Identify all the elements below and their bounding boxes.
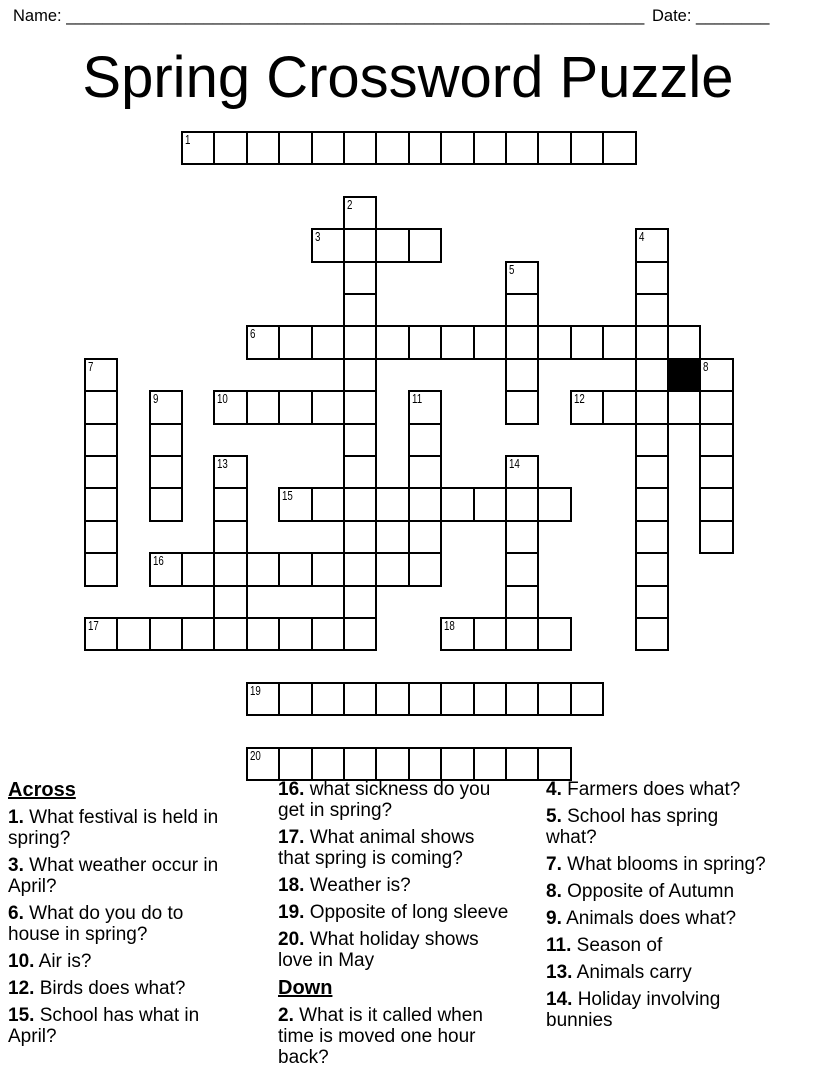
grid-cell[interactable]	[84, 552, 118, 586]
grid-cell[interactable]	[602, 325, 636, 359]
grid-cell[interactable]	[667, 390, 701, 424]
grid-cell[interactable]	[408, 390, 442, 424]
grid-cell[interactable]	[149, 487, 183, 521]
grid-cell[interactable]	[473, 131, 507, 165]
grid-cell[interactable]	[505, 487, 539, 521]
grid-cell[interactable]	[343, 358, 377, 392]
grid-cell[interactable]	[408, 747, 442, 781]
clue-number: 1.	[8, 807, 24, 828]
grid-cell[interactable]	[343, 293, 377, 327]
grid-cell[interactable]	[505, 325, 539, 359]
clue-item: 12. Birds does what?	[8, 978, 186, 999]
grid-cell[interactable]	[278, 131, 312, 165]
cell-number: 16	[152, 554, 164, 569]
cell-number: 18	[444, 619, 456, 633]
grid-cell[interactable]	[635, 455, 669, 489]
grid-cell[interactable]	[343, 682, 377, 716]
grid-cell[interactable]	[635, 390, 669, 424]
grid-cell[interactable]	[375, 487, 409, 521]
grid-cell[interactable]	[343, 390, 377, 424]
clue-item: 16. what sickness do you get in spring?	[278, 779, 491, 821]
grid-cell[interactable]	[505, 131, 539, 165]
clue-number: 9.	[546, 908, 562, 929]
cell-number: 6	[249, 327, 256, 342]
grid-cell[interactable]	[311, 325, 345, 359]
grid-cell[interactable]	[343, 455, 377, 489]
grid-cell[interactable]	[408, 131, 442, 165]
grid-cell[interactable]	[246, 617, 280, 651]
clue-item: 7. What blooms in spring?	[546, 854, 766, 875]
clue-item: 4. Farmers does what?	[546, 779, 741, 800]
grid-cell[interactable]	[181, 131, 215, 165]
grid-cell[interactable]	[505, 617, 539, 651]
page-title: Spring Crossword Puzzle	[82, 45, 734, 110]
grid-cell[interactable]	[149, 455, 183, 489]
clue-number: 8.	[546, 881, 562, 902]
grid-cell[interactable]	[149, 423, 183, 457]
clue-number: 7.	[546, 854, 562, 875]
grid-cell[interactable]	[246, 682, 280, 716]
clue-item: 15. School has what in April?	[8, 1005, 200, 1047]
grid-cell[interactable]	[311, 682, 345, 716]
grid-cell[interactable]	[343, 423, 377, 457]
name-blank-line: _______________________________________________________________	[66, 7, 645, 25]
grid-cell[interactable]	[278, 617, 312, 651]
grid-cell[interactable]	[635, 585, 669, 619]
clues-section-header: Across	[8, 779, 76, 801]
grid-cell[interactable]	[343, 325, 377, 359]
cell-number: 4	[638, 230, 645, 245]
grid-cell[interactable]	[505, 520, 539, 554]
grid-cell[interactable]	[311, 487, 345, 521]
grid-cell[interactable]	[635, 487, 669, 521]
grid-cell[interactable]	[375, 747, 409, 781]
grid-cell[interactable]	[278, 390, 312, 424]
grid-cell[interactable]	[311, 747, 345, 781]
grid-cell[interactable]	[602, 131, 636, 165]
clue-number: 5.	[546, 806, 562, 827]
grid-cell[interactable]	[699, 390, 733, 424]
clue-number: 3.	[8, 855, 24, 876]
grid-cell[interactable]	[473, 682, 507, 716]
grid-cell[interactable]	[84, 358, 118, 392]
cell-number: 17	[87, 619, 99, 633]
grid-cell[interactable]	[537, 617, 571, 651]
clue-number: 20.	[278, 929, 305, 950]
grid-cell[interactable]	[635, 423, 669, 457]
clue-item: 13. Animals carry	[546, 962, 692, 983]
grid-cell[interactable]	[473, 325, 507, 359]
grid-cell[interactable]	[213, 390, 247, 424]
clue-item: 17. What animal shows that spring is coming?	[278, 827, 475, 869]
grid-cell[interactable]	[246, 747, 280, 781]
grid-cell[interactable]	[246, 131, 280, 165]
grid-cell[interactable]	[375, 325, 409, 359]
grid-cell[interactable]	[440, 325, 474, 359]
clue-item: 8. Opposite of Autumn	[546, 881, 735, 902]
grid-cell[interactable]	[667, 325, 701, 359]
clue-number: 13.	[546, 962, 573, 983]
clue-number: 12.	[8, 978, 35, 999]
grid-cell[interactable]	[343, 228, 377, 262]
grid-cell[interactable]	[213, 585, 247, 619]
cell-number: 14	[509, 457, 520, 471]
clue-item: 10. Air is?	[8, 951, 92, 972]
grid-cell[interactable]	[635, 261, 669, 295]
grid-cell[interactable]	[181, 617, 215, 651]
grid-cell[interactable]	[343, 520, 377, 554]
grid-cell[interactable]	[246, 390, 280, 424]
grid-cell[interactable]	[408, 325, 442, 359]
grid-cell[interactable]	[84, 423, 118, 457]
clues-section-header: Down	[278, 977, 333, 999]
clue-number: 18.	[278, 875, 305, 896]
grid-cell[interactable]	[343, 585, 377, 619]
grid-cell[interactable]	[84, 520, 118, 554]
grid-cell[interactable]	[408, 423, 442, 457]
cell-number: 9	[152, 392, 159, 407]
grid-cell[interactable]	[375, 552, 409, 586]
grid-cell[interactable]	[537, 682, 571, 716]
grid-cell[interactable]	[246, 552, 280, 586]
grid-cell[interactable]	[311, 131, 345, 165]
grid-cell[interactable]	[505, 261, 539, 295]
grid-cell[interactable]	[570, 390, 604, 424]
grid-cell[interactable]	[375, 131, 409, 165]
clue-number: 11.	[546, 935, 572, 956]
grid-cell[interactable]	[440, 487, 474, 521]
clue-item: 14. Holiday involving bunnies	[546, 989, 721, 1031]
black-cell	[667, 358, 701, 392]
cell-number: 7	[87, 359, 94, 374]
clue-item: 6. What do you do to house in spring?	[8, 903, 184, 945]
grid-cell[interactable]	[181, 552, 215, 586]
grid-cell[interactable]	[505, 747, 539, 781]
grid-cell[interactable]	[505, 358, 539, 392]
grid-cell[interactable]	[408, 520, 442, 554]
grid-cell[interactable]	[213, 552, 247, 586]
grid-cell[interactable]	[278, 747, 312, 781]
cell-number: 2	[347, 197, 353, 212]
grid-cell[interactable]	[375, 682, 409, 716]
grid-cell[interactable]	[278, 682, 312, 716]
grid-cell[interactable]	[570, 325, 604, 359]
grid-cell[interactable]	[213, 617, 247, 651]
clue-item: 9. Animals does what?	[546, 908, 737, 929]
grid-cell[interactable]	[440, 682, 474, 716]
grid-cell[interactable]	[84, 617, 118, 651]
clue-number: 6.	[8, 903, 24, 924]
grid-cell[interactable]	[473, 487, 507, 521]
grid-cell[interactable]	[505, 455, 539, 489]
grid-cell[interactable]	[570, 682, 604, 716]
clue-item: 19. Opposite of long sleeve	[278, 902, 509, 923]
cell-number: 19	[249, 683, 261, 698]
cell-number: 10	[217, 392, 229, 407]
grid-cell[interactable]	[84, 390, 118, 424]
grid-cell[interactable]	[278, 552, 312, 586]
cell-number: 3	[314, 230, 321, 245]
clue-item: 18. Weather is?	[278, 875, 411, 896]
grid-cell[interactable]	[408, 487, 442, 521]
clue-number: 4.	[546, 779, 562, 800]
clue-item: 20. What holiday shows love in May	[278, 929, 479, 971]
grid-cell[interactable]	[635, 228, 669, 262]
grid-cell[interactable]	[408, 682, 442, 716]
grid-cell[interactable]	[213, 487, 247, 521]
grid-cell[interactable]	[311, 390, 345, 424]
cell-number: 13	[217, 457, 229, 471]
grid-cell[interactable]	[699, 520, 733, 554]
clue-number: 17.	[278, 827, 305, 848]
grid-cell[interactable]	[570, 131, 604, 165]
grid-cell[interactable]	[343, 196, 377, 230]
grid-cell[interactable]	[375, 228, 409, 262]
grid-cell[interactable]	[246, 325, 280, 359]
grid-cell[interactable]	[635, 293, 669, 327]
cell-number: 1	[185, 133, 191, 147]
grid-cell[interactable]	[311, 617, 345, 651]
cell-number: 20	[249, 748, 261, 763]
grid-cell[interactable]	[84, 487, 118, 521]
clue-column-left	[8, 779, 276, 1053]
grid-cell[interactable]	[278, 325, 312, 359]
grid-cell[interactable]	[408, 552, 442, 586]
grid-cell[interactable]	[505, 390, 539, 424]
grid-cell[interactable]	[602, 390, 636, 424]
clue-item: 11. Season of	[546, 935, 663, 956]
grid-cell[interactable]	[408, 228, 442, 262]
grid-cell[interactable]	[343, 261, 377, 295]
grid-cell[interactable]	[635, 520, 669, 554]
grid-cell[interactable]	[635, 325, 669, 359]
grid-cell[interactable]	[213, 131, 247, 165]
cell-number: 8	[703, 359, 709, 374]
clue-number: 14.	[546, 989, 573, 1010]
grid-cell[interactable]	[635, 552, 669, 586]
grid-cell[interactable]	[213, 520, 247, 554]
cell-number: 5	[509, 262, 515, 277]
cell-number: 15	[282, 489, 294, 504]
cell-number: 11	[411, 392, 422, 407]
clue-item: 2. What is it called when time is moved one hour back?	[278, 1005, 483, 1068]
grid-cell[interactable]	[84, 455, 118, 489]
clue-item: 3. What weather occur in April?	[8, 855, 219, 897]
grid-cell[interactable]	[408, 455, 442, 489]
grid-cell[interactable]	[473, 617, 507, 651]
grid-cell[interactable]	[440, 747, 474, 781]
grid-cell[interactable]	[343, 747, 377, 781]
grid-cell[interactable]	[343, 487, 377, 521]
clue-column-right	[546, 779, 814, 1037]
clue-number: 19.	[278, 902, 305, 923]
grid-cell[interactable]	[311, 228, 345, 262]
grid-cell[interactable]	[149, 390, 183, 424]
grid-cell[interactable]	[635, 617, 669, 651]
clue-number: 15.	[8, 1005, 35, 1026]
grid-cell[interactable]	[343, 617, 377, 651]
clue-column-middle	[278, 779, 546, 1074]
grid-cell[interactable]	[699, 455, 733, 489]
grid-cell[interactable]	[699, 358, 733, 392]
grid-cell[interactable]	[699, 423, 733, 457]
grid-cell[interactable]	[473, 747, 507, 781]
clue-number: 10.	[8, 951, 35, 972]
grid-cell[interactable]	[699, 487, 733, 521]
clue-item: 1. What festival is held in spring?	[8, 807, 219, 849]
grid-cell[interactable]	[343, 552, 377, 586]
grid-cell[interactable]	[537, 131, 571, 165]
grid-cell[interactable]	[537, 325, 571, 359]
grid-cell[interactable]	[311, 552, 345, 586]
grid-cell[interactable]	[635, 358, 669, 392]
clue-item: 5. School has spring what?	[546, 806, 719, 848]
grid-cell[interactable]	[505, 552, 539, 586]
grid-cell[interactable]	[537, 487, 571, 521]
grid-cell[interactable]	[116, 617, 150, 651]
cell-number: 12	[573, 392, 585, 407]
grid-cell[interactable]	[537, 747, 571, 781]
grid-cell[interactable]	[343, 131, 377, 165]
grid-cell[interactable]	[149, 617, 183, 651]
date-blank-line: ________	[696, 7, 770, 25]
clue-number: 2.	[278, 1005, 294, 1026]
grid-cell[interactable]	[278, 487, 312, 521]
grid-cell[interactable]	[505, 585, 539, 619]
grid-cell[interactable]	[505, 682, 539, 716]
date-label: Date:	[652, 7, 692, 25]
grid-cell[interactable]	[440, 617, 474, 651]
clue-number: 16.	[278, 779, 305, 800]
grid-cell[interactable]	[440, 131, 474, 165]
grid-cell[interactable]	[149, 552, 183, 586]
name-label: Name:	[13, 7, 62, 25]
grid-cell[interactable]	[505, 293, 539, 327]
grid-cell[interactable]	[213, 455, 247, 489]
